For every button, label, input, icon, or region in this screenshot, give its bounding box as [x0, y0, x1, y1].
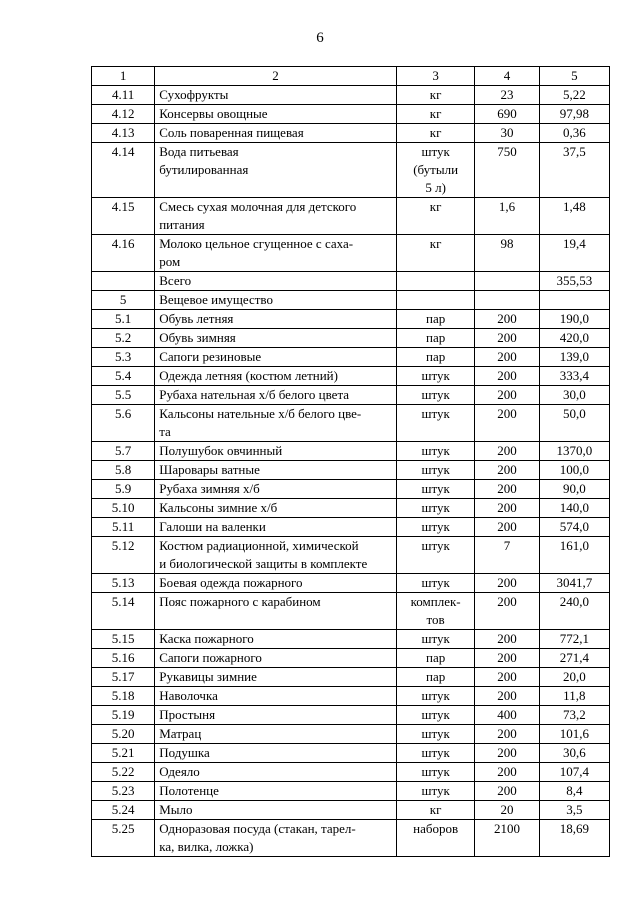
- item-number-cell: 5.17: [92, 668, 155, 687]
- quantity-cell: 23: [475, 86, 539, 105]
- amount-cell: 3041,7: [539, 574, 609, 593]
- table-row: [92, 198, 610, 235]
- amount-cell: 139,0: [539, 348, 609, 367]
- quantity-cell: 200: [475, 461, 539, 480]
- quantity-cell: 400: [475, 706, 539, 725]
- item-number-cell: 4.15: [92, 198, 155, 235]
- item-number-cell: 4.16: [92, 235, 155, 272]
- table-row: [92, 235, 610, 272]
- amount-cell: [539, 291, 609, 310]
- item-number-cell: 5.4: [92, 367, 155, 386]
- table-row: [92, 86, 610, 105]
- table-row: [92, 593, 610, 630]
- amount-cell: 333,4: [539, 367, 609, 386]
- item-number-cell: 5.21: [92, 744, 155, 763]
- quantity-cell: 200: [475, 782, 539, 801]
- table-row: [92, 649, 610, 668]
- item-name-cell: Обувь зимняя: [155, 329, 397, 348]
- unit-cell: штук: [396, 725, 475, 744]
- item-number-cell: 4.12: [92, 105, 155, 124]
- unit-cell: штук: [396, 367, 475, 386]
- item-name-cell: Сапоги пожарного: [155, 649, 397, 668]
- table-row: [92, 668, 610, 687]
- item-number-cell: 5.16: [92, 649, 155, 668]
- amount-cell: 20,0: [539, 668, 609, 687]
- item-number-cell: 5.8: [92, 461, 155, 480]
- table-row: [92, 442, 610, 461]
- item-name-cell: Подушка: [155, 744, 397, 763]
- page-number: 6: [316, 30, 324, 46]
- unit-cell: штук: [396, 782, 475, 801]
- item-name-cell: Кальсоны нательные х/б белого цве- та: [155, 405, 397, 442]
- table-body: [92, 67, 610, 857]
- unit-cell: штук: [396, 706, 475, 725]
- item-name-cell: Кальсоны зимние х/б: [155, 499, 397, 518]
- item-name-cell: Наволочка: [155, 687, 397, 706]
- unit-cell: кг: [396, 235, 475, 272]
- quantity-cell: 200: [475, 649, 539, 668]
- unit-cell: штук: [396, 442, 475, 461]
- item-number-cell: 5.6: [92, 405, 155, 442]
- amount-cell: 240,0: [539, 593, 609, 630]
- supply-table: [91, 66, 610, 857]
- amount-cell: 1,48: [539, 198, 609, 235]
- table-row: [92, 763, 610, 782]
- amount-cell: 772,1: [539, 630, 609, 649]
- table-row: [92, 537, 610, 574]
- quantity-cell: 7: [475, 537, 539, 574]
- item-number-cell: 5.14: [92, 593, 155, 630]
- table-row: [92, 630, 610, 649]
- quantity-cell: 200: [475, 593, 539, 630]
- quantity-cell: 200: [475, 687, 539, 706]
- item-number-cell: 5.7: [92, 442, 155, 461]
- quantity-cell: [475, 291, 539, 310]
- table-row: [92, 706, 610, 725]
- quantity-cell: 750: [475, 143, 539, 198]
- table-header-row: [92, 67, 610, 86]
- amount-cell: 1370,0: [539, 442, 609, 461]
- unit-cell: [396, 272, 475, 291]
- amount-cell: 355,53: [539, 272, 609, 291]
- item-number-cell: 5.12: [92, 537, 155, 574]
- unit-cell: штук: [396, 574, 475, 593]
- unit-cell: штук: [396, 763, 475, 782]
- quantity-cell: 200: [475, 630, 539, 649]
- table-row: [92, 518, 610, 537]
- item-number-cell: 5.3: [92, 348, 155, 367]
- item-number-cell: 5.1: [92, 310, 155, 329]
- unit-cell: пар: [396, 310, 475, 329]
- header-cell-3: 3: [396, 67, 475, 86]
- header-cell-2: 2: [155, 67, 397, 86]
- quantity-cell: 20: [475, 801, 539, 820]
- item-name-cell: Всего: [155, 272, 397, 291]
- amount-cell: 37,5: [539, 143, 609, 198]
- quantity-cell: 200: [475, 668, 539, 687]
- item-name-cell: Боевая одежда пожарного: [155, 574, 397, 593]
- item-number-cell: 5.2: [92, 329, 155, 348]
- amount-cell: 161,0: [539, 537, 609, 574]
- unit-cell: штук: [396, 405, 475, 442]
- item-name-cell: Матрац: [155, 725, 397, 744]
- item-number-cell: 4.14: [92, 143, 155, 198]
- quantity-cell: 200: [475, 442, 539, 461]
- quantity-cell: 690: [475, 105, 539, 124]
- item-name-cell: Соль поваренная пищевая: [155, 124, 397, 143]
- amount-cell: 0,36: [539, 124, 609, 143]
- table-row: [92, 820, 610, 857]
- quantity-cell: 200: [475, 499, 539, 518]
- table-row: [92, 480, 610, 499]
- amount-cell: 140,0: [539, 499, 609, 518]
- unit-cell: штук: [396, 461, 475, 480]
- amount-cell: 3,5: [539, 801, 609, 820]
- unit-cell: кг: [396, 86, 475, 105]
- quantity-cell: [475, 272, 539, 291]
- table-row: [92, 329, 610, 348]
- item-name-cell: Молоко цельное сгущенное с саха- ром: [155, 235, 397, 272]
- amount-cell: 100,0: [539, 461, 609, 480]
- item-name-cell: Рубаха нательная х/б белого цвета: [155, 386, 397, 405]
- table-row: [92, 782, 610, 801]
- item-name-cell: Вещевое имущество: [155, 291, 397, 310]
- unit-cell: штук: [396, 386, 475, 405]
- quantity-cell: 200: [475, 480, 539, 499]
- item-number-cell: 5: [92, 291, 155, 310]
- item-number-cell: 5.19: [92, 706, 155, 725]
- unit-cell: кг: [396, 801, 475, 820]
- item-number-cell: 5.20: [92, 725, 155, 744]
- amount-cell: 19,4: [539, 235, 609, 272]
- unit-cell: [396, 291, 475, 310]
- item-number-cell: 5.5: [92, 386, 155, 405]
- item-name-cell: Полушубок овчинный: [155, 442, 397, 461]
- unit-cell: штук: [396, 687, 475, 706]
- table-row: [92, 744, 610, 763]
- header-cell-5: 5: [539, 67, 609, 86]
- unit-cell: наборов: [396, 820, 475, 857]
- unit-cell: пар: [396, 348, 475, 367]
- quantity-cell: 200: [475, 310, 539, 329]
- amount-cell: 190,0: [539, 310, 609, 329]
- table-row: [92, 105, 610, 124]
- header-cell-4: 4: [475, 67, 539, 86]
- unit-cell: штук: [396, 744, 475, 763]
- quantity-cell: 1,6: [475, 198, 539, 235]
- unit-cell: штук: [396, 630, 475, 649]
- quantity-cell: 200: [475, 574, 539, 593]
- unit-cell: штук: [396, 499, 475, 518]
- item-number-cell: 5.15: [92, 630, 155, 649]
- item-number-cell: 5.10: [92, 499, 155, 518]
- unit-cell: кг: [396, 124, 475, 143]
- quantity-cell: 200: [475, 367, 539, 386]
- item-name-cell: Вода питьевая бутилированная: [155, 143, 397, 198]
- item-name-cell: Галоши на валенки: [155, 518, 397, 537]
- item-number-cell: 4.13: [92, 124, 155, 143]
- unit-cell: пар: [396, 668, 475, 687]
- quantity-cell: 2100: [475, 820, 539, 857]
- unit-cell: кг: [396, 105, 475, 124]
- table-row: [92, 291, 610, 310]
- quantity-cell: 200: [475, 386, 539, 405]
- item-name-cell: Костюм радиационной, химической и биологической защиты в комплекте: [155, 537, 397, 574]
- quantity-cell: 200: [475, 763, 539, 782]
- item-name-cell: Смесь сухая молочная для детского питания: [155, 198, 397, 235]
- item-name-cell: Рукавицы зимние: [155, 668, 397, 687]
- item-name-cell: Обувь летняя: [155, 310, 397, 329]
- table-row: [92, 574, 610, 593]
- table-row: [92, 367, 610, 386]
- quantity-cell: 98: [475, 235, 539, 272]
- item-name-cell: Сапоги резиновые: [155, 348, 397, 367]
- item-name-cell: Простыня: [155, 706, 397, 725]
- amount-cell: 8,4: [539, 782, 609, 801]
- table-row: [92, 725, 610, 744]
- table-row: [92, 405, 610, 442]
- quantity-cell: 30: [475, 124, 539, 143]
- amount-cell: 107,4: [539, 763, 609, 782]
- unit-cell: пар: [396, 649, 475, 668]
- amount-cell: 50,0: [539, 405, 609, 442]
- item-number-cell: 5.22: [92, 763, 155, 782]
- unit-cell: штук: [396, 480, 475, 499]
- item-number-cell: 5.18: [92, 687, 155, 706]
- item-number-cell: 5.24: [92, 801, 155, 820]
- item-number-cell: [92, 272, 155, 291]
- table-row: [92, 143, 610, 198]
- item-name-cell: Одеяло: [155, 763, 397, 782]
- unit-cell: штук (бутыли 5 л): [396, 143, 475, 198]
- amount-cell: 18,69: [539, 820, 609, 857]
- table-row: [92, 348, 610, 367]
- amount-cell: 5,22: [539, 86, 609, 105]
- unit-cell: штук: [396, 518, 475, 537]
- item-number-cell: 4.11: [92, 86, 155, 105]
- item-number-cell: 5.11: [92, 518, 155, 537]
- unit-cell: штук: [396, 537, 475, 574]
- item-name-cell: Мыло: [155, 801, 397, 820]
- table-row: [92, 124, 610, 143]
- item-name-cell: Консервы овощные: [155, 105, 397, 124]
- amount-cell: 90,0: [539, 480, 609, 499]
- unit-cell: комплек- тов: [396, 593, 475, 630]
- table-row: [92, 499, 610, 518]
- item-name-cell: Каска пожарного: [155, 630, 397, 649]
- item-name-cell: Одноразовая посуда (стакан, тарел- ка, вилка, ложка): [155, 820, 397, 857]
- table-row: [92, 687, 610, 706]
- quantity-cell: 200: [475, 725, 539, 744]
- table-row: [92, 801, 610, 820]
- amount-cell: 73,2: [539, 706, 609, 725]
- quantity-cell: 200: [475, 405, 539, 442]
- item-number-cell: 5.9: [92, 480, 155, 499]
- item-number-cell: 5.23: [92, 782, 155, 801]
- unit-cell: кг: [396, 198, 475, 235]
- table-row: [92, 272, 610, 291]
- item-name-cell: Одежда летняя (костюм летний): [155, 367, 397, 386]
- amount-cell: 11,8: [539, 687, 609, 706]
- amount-cell: 101,6: [539, 725, 609, 744]
- table-row: [92, 386, 610, 405]
- header-cell-1: 1: [92, 67, 155, 86]
- item-name-cell: Сухофрукты: [155, 86, 397, 105]
- amount-cell: 30,6: [539, 744, 609, 763]
- quantity-cell: 200: [475, 329, 539, 348]
- quantity-cell: 200: [475, 744, 539, 763]
- item-name-cell: Пояс пожарного с карабином: [155, 593, 397, 630]
- quantity-cell: 200: [475, 348, 539, 367]
- unit-cell: пар: [396, 329, 475, 348]
- table-row: [92, 461, 610, 480]
- table-row: [92, 310, 610, 329]
- item-number-cell: 5.13: [92, 574, 155, 593]
- amount-cell: 271,4: [539, 649, 609, 668]
- amount-cell: 420,0: [539, 329, 609, 348]
- item-number-cell: 5.25: [92, 820, 155, 857]
- amount-cell: 30,0: [539, 386, 609, 405]
- item-name-cell: Полотенце: [155, 782, 397, 801]
- amount-cell: 97,98: [539, 105, 609, 124]
- quantity-cell: 200: [475, 518, 539, 537]
- item-name-cell: Шаровары ватные: [155, 461, 397, 480]
- amount-cell: 574,0: [539, 518, 609, 537]
- item-name-cell: Рубаха зимняя х/б: [155, 480, 397, 499]
